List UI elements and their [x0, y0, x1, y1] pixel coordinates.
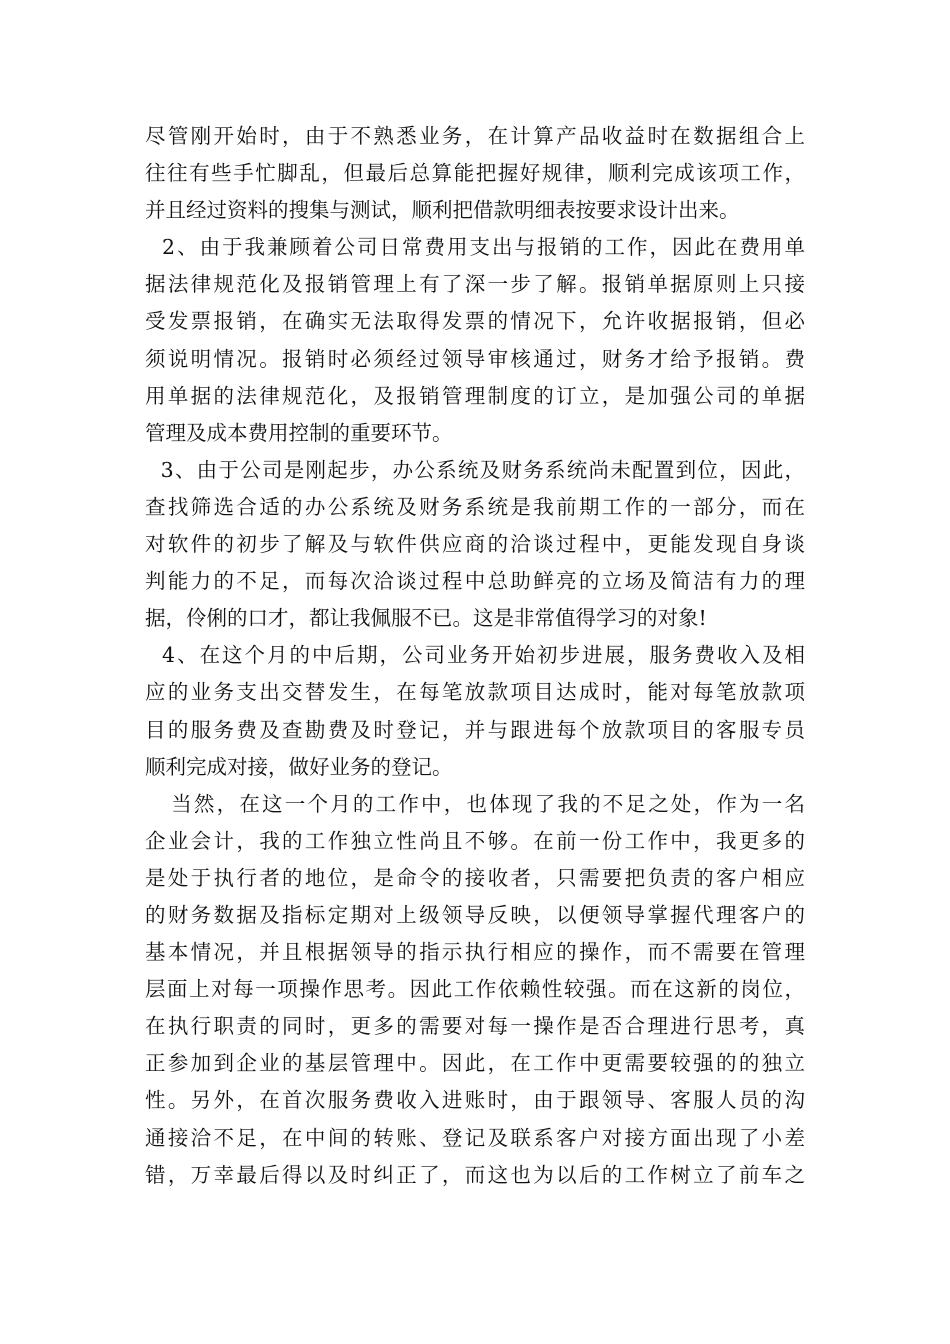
text-line: 层面上对每一项操作思考。因此工作依赖性较强。而在这新的岗位， — [145, 977, 805, 1002]
paragraph-1 — [145, 118, 805, 229]
text-line: 3、由于公司是刚起步，办公系统及财务系统尚未配置到位，因此， — [145, 457, 805, 482]
text-line: 往往有些手忙脚乱，但最后总算能把握好规律，顺利完成该项工作， — [145, 161, 805, 186]
text-line: 企业会计，我的工作独立性尚且不够。在前一份工作中，我更多的 — [145, 828, 805, 853]
paragraph-2 — [145, 229, 805, 452]
text-line: 判能力的不足，而每次洽谈过程中总助鲜亮的立场及简洁有力的理 — [145, 569, 805, 594]
text-line: 基本情况，并且根据领导的指示执行相应的操作，而不需要在管理 — [145, 940, 805, 965]
text-line: 正参加到企业的基层管理中。因此，在工作中更需要较强的的独立 — [145, 1051, 805, 1076]
paragraph-5 — [145, 786, 805, 1194]
text-line: 尽管刚开始时，由于不熟悉业务，在计算产品收益时在数据组合上 — [145, 124, 805, 148]
text-line: 顺利完成对接，做好业务的登记。 — [145, 754, 453, 779]
text-line: 查找筛选合适的办公系统及财务系统是我前期工作的一部分，而在 — [145, 494, 805, 519]
text-line: 错，万幸最后得以及时纠正了，而这也为以后的工作树立了前车之 — [145, 1162, 805, 1187]
text-line: 据法律规范化及报销管理上有了深一步了解。报销单据原则上只接 — [145, 272, 805, 297]
text-line: 性。另外，在首次服务费收入进账时，由于跟领导、客服人员的沟 — [145, 1088, 805, 1113]
paragraph-3 — [145, 452, 805, 637]
text-line: 据，伶俐的口才，都让我佩服不已。这是非常值得学习的对象! — [145, 606, 707, 631]
text-line: 应的业务支出交替发生，在每笔放款项目达成时，能对每笔放款项 — [145, 680, 805, 705]
text-line: 在执行职责的同时，更多的需要对每一操作是否合理进行思考，真 — [145, 1014, 805, 1039]
text-line: 4、在这个月的中后期，公司业务开始初步进展，服务费收入及相 — [145, 643, 805, 668]
paragraph-4 — [145, 637, 805, 785]
text-line: 须说明情况。报销时必须经过领导审核通过，财务才给予报销。费 — [145, 346, 805, 371]
text-line: 目的服务费及查勘费及时登记，并与跟进每个放款项目的客服专员 — [145, 717, 805, 742]
text-line: 对软件的初步了解及与软件供应商的洽谈过程中，更能发现自身谈 — [145, 532, 805, 557]
text-line: 通接洽不足，在中间的转账、登记及联系客户对接方面出现了小差 — [145, 1125, 805, 1150]
text-line: 是处于执行者的地位，是命令的接收者，只需要把负责的客户相应 — [145, 865, 805, 890]
text-line: 用单据的法律规范化，及报销管理制度的订立，是加强公司的单据 — [145, 383, 805, 408]
text-line: 2、由于我兼顾着公司日常费用支出与报销的工作，因此在费用单 — [145, 235, 805, 260]
text-line: 的财务数据及指标定期对上级领导反映，以便领导掌握代理客户的 — [145, 902, 805, 927]
text-line: 管理及成本费用控制的重要环节。 — [145, 420, 453, 445]
text-line: 受发票报销，在确实无法取得发票的情况下，允许收据报销，但必 — [145, 309, 805, 334]
document-body — [145, 118, 805, 1194]
text-line: 并且经过资料的搜集与测试，顺利把借款明细表按要求设计出来。 — [145, 198, 740, 223]
text-line: 当然，在这一个月的工作中，也体现了我的不足之处，作为一名 — [145, 791, 805, 816]
